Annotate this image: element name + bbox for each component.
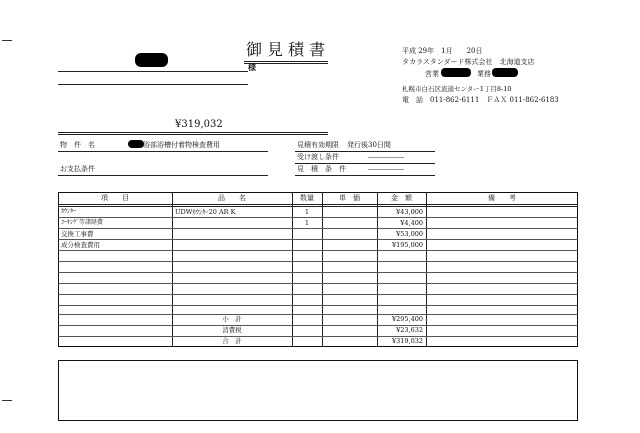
total-amount: ¥319,032 <box>391 337 423 345</box>
item-name-value: 浴部浴槽付着物検査費用 <box>143 141 220 149</box>
row-4-amount: ¥195,000 <box>391 241 423 249</box>
payment-line <box>58 175 268 176</box>
header-double-line-2 <box>58 206 578 207</box>
item-name-line <box>58 151 268 152</box>
staff-label: 業務 <box>477 70 491 78</box>
total-label: 合 計 <box>222 337 242 345</box>
delivery-blank: ―――――― <box>368 154 404 161</box>
validity-label: 見積有効期限 <box>297 141 339 149</box>
row-2-qty: 1 <box>304 219 310 227</box>
header-item: 項 目 <box>101 194 129 202</box>
header-unit-price: 単 価 <box>339 194 360 202</box>
row-line <box>58 228 578 229</box>
header-amount: 金 額 <box>391 194 412 202</box>
sales-label: 営業 <box>425 70 439 78</box>
header-remarks: 備 考 <box>488 194 516 202</box>
row-3-item: 交換工事費 <box>61 230 94 238</box>
subtotal-label: 小 計 <box>222 315 242 323</box>
row-1-product: UDWｶｳﾝﾀｰ20 AR K <box>175 208 236 216</box>
header-qty: 数量 <box>300 194 314 202</box>
staff-redaction <box>492 68 518 77</box>
validity-value: 発行後30日間 <box>347 141 391 149</box>
delivery-label: 受け渡し条件 <box>297 153 339 161</box>
payment-terms-label: お支払条件 <box>60 165 95 173</box>
col-line-1 <box>172 192 173 347</box>
document-title: 御見積書 <box>246 40 331 59</box>
recipient-line <box>58 71 248 72</box>
tax-label: 消費税 <box>222 326 242 334</box>
total-amount-display: ¥319,032 <box>175 119 223 130</box>
item-name-redaction <box>128 140 144 148</box>
title-underline <box>244 61 328 62</box>
row-1-item: ｶｳﾝﾀｰ <box>61 208 77 215</box>
recipient-suffix: 様 <box>248 62 256 72</box>
issue-date: 平成 29年 1月 20日 <box>402 47 483 55</box>
recipient-redaction <box>135 53 168 67</box>
sales-redaction <box>441 68 471 77</box>
notes-box <box>58 360 578 421</box>
total-amount-underline <box>58 132 328 133</box>
tax-amount: ¥23,632 <box>396 326 423 334</box>
row-1-qty: 1 <box>304 208 310 216</box>
validity-line <box>295 151 435 152</box>
title-underline-2 <box>244 63 328 64</box>
row-line <box>58 283 578 284</box>
company-name: タカラスタンダード株式会社 北海道支店 <box>402 58 535 66</box>
row-line <box>58 336 578 337</box>
estimator-blank: ―――――― <box>368 166 404 173</box>
scan-edge-mark <box>2 400 12 401</box>
total-amount-underline-2 <box>58 134 328 135</box>
item-name-label: 物 件 名 <box>60 141 95 149</box>
delivery-line <box>295 163 435 164</box>
row-2-item: ｺｰｷﾝｸﾞ等諸経費 <box>61 219 104 226</box>
row-line <box>58 314 578 315</box>
row-line <box>58 272 578 273</box>
row-line <box>58 305 578 306</box>
company-phone-fax: 電 話 011-862-6111 ＦＡＸ 011-862-6183 <box>402 96 559 104</box>
estimator-line <box>295 175 435 176</box>
header-double-line <box>58 204 578 205</box>
col-line-3 <box>322 192 323 347</box>
subtotal-amount: ¥295,400 <box>391 315 423 323</box>
row-line <box>58 250 578 251</box>
row-1-amount: ¥43,000 <box>396 208 423 216</box>
estimator-label: 見 積 条 件 <box>297 165 346 173</box>
row-line <box>58 261 578 262</box>
recipient-line-2 <box>58 84 248 85</box>
row-4-item: 成分検査費用 <box>61 241 100 249</box>
row-3-amount: ¥53,000 <box>396 230 423 238</box>
row-line <box>58 217 578 218</box>
scan-edge-mark <box>2 40 12 41</box>
row-line <box>58 239 578 240</box>
row-2-amount: ¥4,400 <box>400 219 423 227</box>
col-line-5 <box>426 192 427 347</box>
company-address: 札幌市白石区流通センター1丁目8-10 <box>402 85 512 93</box>
row-line <box>58 294 578 295</box>
header-product: 品 名 <box>218 194 246 202</box>
row-line <box>58 325 578 326</box>
